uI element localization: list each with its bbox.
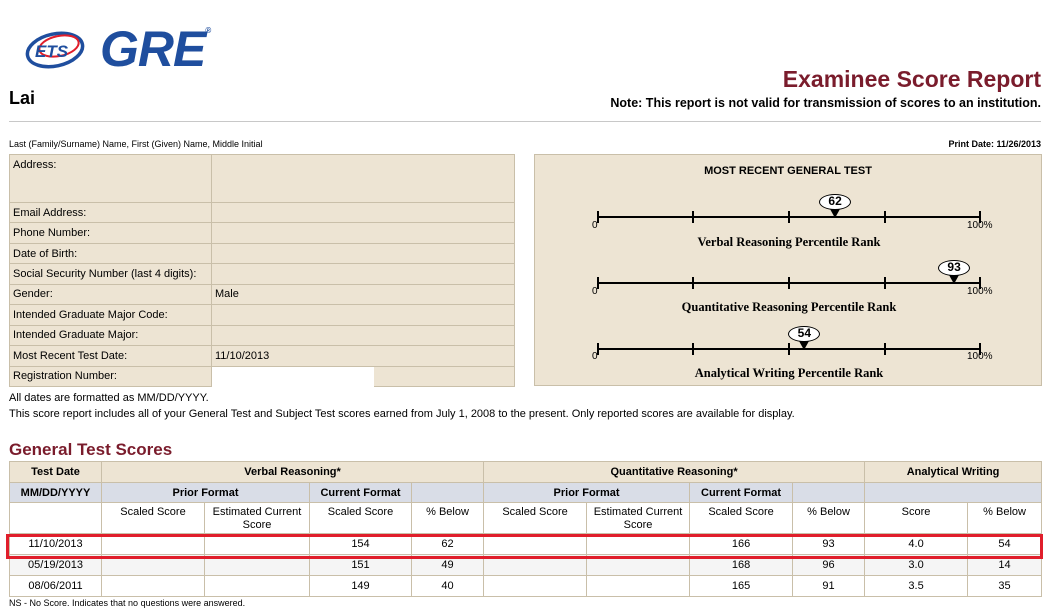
cell-v-scaled: 154 — [310, 534, 412, 555]
cell-v-pct: 62 — [412, 534, 484, 555]
scale-tick — [788, 343, 790, 355]
scale-min-label: 0 — [592, 351, 598, 362]
score-scope-note: This score report includes all of your General Test and Subject Test scores earned from July 1, 2008 to the present. Only reported scores are available for display. — [9, 408, 795, 420]
cell-v-scaled: 151 — [310, 555, 412, 576]
header-q-pct-below: % Below — [793, 503, 865, 534]
gre-logo — [100, 20, 210, 78]
info-value: Male — [212, 284, 515, 304]
cell-q-prior — [484, 576, 587, 597]
header-q-prior-scaled: Scaled Score — [484, 503, 587, 534]
header-quant-prior: Prior Format — [484, 483, 690, 503]
examinee-info-table — [9, 154, 515, 387]
scale-tick — [884, 277, 886, 289]
ns-footnote: NS - No Score. Indicates that no questions were answered. — [9, 598, 246, 608]
gre-logo-text: GRE — [100, 21, 206, 77]
cell-w-score: 4.0 — [865, 534, 968, 555]
header-quant: Quantitative Reasoning* — [484, 462, 865, 483]
redacted-registration-number — [212, 367, 374, 387]
cell-q-scaled: 166 — [690, 534, 793, 555]
header-verbal-prior: Prior Format — [102, 483, 310, 503]
info-value — [212, 223, 515, 243]
info-value — [212, 203, 515, 223]
header-v-estimated: Estimated Current Score — [205, 503, 310, 534]
ets-logo — [25, 30, 87, 70]
cell-v-scaled: 149 — [310, 576, 412, 597]
info-label: Email Address: — [10, 203, 212, 223]
cell-q-est — [587, 576, 690, 597]
info-value — [212, 325, 515, 345]
cell-v-prior — [102, 576, 205, 597]
cell-v-est — [205, 555, 310, 576]
cell-w-pct: 14 — [968, 555, 1042, 576]
verbal-rank-label: Verbal Reasoning Percentile Rank — [697, 235, 881, 249]
info-row — [10, 243, 515, 263]
header-writing: Analytical Writing — [865, 462, 1042, 483]
info-label: Intended Graduate Major Code: — [10, 305, 212, 325]
verbal-rank-bubble: 62 — [819, 194, 851, 210]
writing-rank-bubble: 54 — [788, 326, 820, 342]
ets-logo-text: ETS — [35, 42, 69, 61]
info-value — [212, 243, 515, 263]
cell-date: 08/06/2011 — [10, 576, 102, 597]
verbal-scale — [597, 211, 981, 223]
cell-q-pct: 91 — [793, 576, 865, 597]
quant-rank-label: Quantitative Reasoning Percentile Rank — [681, 300, 897, 314]
quant-rank-pointer — [949, 275, 959, 284]
general-test-scores-table — [9, 461, 1042, 597]
score-row — [10, 576, 1042, 597]
header-blank — [793, 483, 865, 503]
info-label: Registration Number: — [10, 366, 212, 387]
date-format-note: All dates are formatted as MM/DD/YYYY. — [9, 392, 209, 404]
cell-q-est — [587, 534, 690, 555]
scale-tick — [788, 277, 790, 289]
cell-q-scaled: 165 — [690, 576, 793, 597]
cell-v-pct: 49 — [412, 555, 484, 576]
info-label: Phone Number: — [10, 223, 212, 243]
general-test-scores-title: General Test Scores — [9, 440, 173, 459]
scale-tick — [692, 343, 694, 355]
info-row — [10, 346, 515, 366]
header-test-date: Test Date — [10, 462, 102, 483]
header-blank — [865, 483, 1042, 503]
header-row-sections — [10, 462, 1042, 483]
info-row — [10, 223, 515, 243]
info-label: Address: — [10, 155, 212, 203]
header-quant-current: Current Format — [690, 483, 793, 503]
scale-tick — [884, 343, 886, 355]
header-verbal-current: Current Format — [310, 483, 412, 503]
info-label: Most Recent Test Date: — [10, 346, 212, 366]
scale-min-label: 0 — [592, 220, 598, 231]
print-date: Print Date: 11/26/2013 — [948, 139, 1041, 149]
scale-min-label: 0 — [592, 286, 598, 297]
score-row — [10, 555, 1042, 576]
info-label: Date of Birth: — [10, 243, 212, 263]
writing-rank-pointer — [799, 341, 809, 350]
info-value — [212, 155, 515, 203]
cell-q-pct: 93 — [793, 534, 865, 555]
writing-scale — [597, 343, 981, 355]
header-verbal: Verbal Reasoning* — [102, 462, 484, 483]
info-value — [212, 305, 515, 325]
header-q-scaled: Scaled Score — [690, 503, 793, 534]
cell-w-score: 3.5 — [865, 576, 968, 597]
header-w-score: Score — [865, 503, 968, 534]
cell-v-pct: 40 — [412, 576, 484, 597]
cell-q-est — [587, 555, 690, 576]
percentile-panel — [534, 154, 1042, 386]
cell-v-est — [205, 534, 310, 555]
cell-q-pct: 96 — [793, 555, 865, 576]
cell-v-prior — [102, 555, 205, 576]
header-row-formats — [10, 483, 1042, 503]
header-v-scaled: Scaled Score — [310, 503, 412, 534]
report-title: Examinee Score Report — [782, 66, 1041, 92]
scale-tick — [692, 277, 694, 289]
scale-tick — [788, 211, 790, 223]
report-note: Note: This report is not valid for transmission of scores to an institution. — [610, 96, 1041, 110]
info-label: Social Security Number (last 4 digits): — [10, 264, 212, 284]
quant-rank-bubble: 93 — [938, 260, 970, 276]
header-row-columns — [10, 503, 1042, 534]
info-row — [10, 305, 515, 325]
cell-w-pct: 54 — [968, 534, 1042, 555]
cell-q-prior — [484, 555, 587, 576]
scale-tick — [884, 211, 886, 223]
header-v-prior-scaled: Scaled Score — [102, 503, 205, 534]
info-value: 11/10/2013 — [212, 346, 515, 366]
cell-date: 11/10/2013 — [10, 534, 102, 555]
cell-v-est — [205, 576, 310, 597]
cell-date: 05/19/2013 — [10, 555, 102, 576]
cell-q-prior — [484, 534, 587, 555]
scale-max-label: 100% — [967, 286, 993, 297]
verbal-rank-pointer — [830, 209, 840, 218]
info-label: Intended Graduate Major: — [10, 325, 212, 345]
quant-scale — [597, 277, 981, 289]
scale-max-label: 100% — [967, 220, 993, 231]
info-row — [10, 203, 515, 223]
examinee-name: Lai — [9, 88, 36, 108]
cell-w-score: 3.0 — [865, 555, 968, 576]
writing-rank-label: Analytical Writing Percentile Rank — [694, 366, 884, 380]
header-date-format: MM/DD/YYYY — [10, 483, 102, 503]
info-value — [212, 264, 515, 284]
trademark-mark: ® — [205, 26, 211, 35]
report-notes — [9, 390, 795, 422]
score-row — [10, 534, 1042, 555]
header-w-pct-below: % Below — [968, 503, 1042, 534]
panel-title: MOST RECENT GENERAL TEST — [704, 165, 872, 177]
scale-tick — [692, 211, 694, 223]
info-row — [10, 284, 515, 304]
info-row — [10, 264, 515, 284]
info-label: Gender: — [10, 284, 212, 304]
info-row — [10, 325, 515, 345]
cell-w-pct: 35 — [968, 576, 1042, 597]
header-blank — [412, 483, 484, 503]
header-blank — [10, 503, 102, 534]
cell-q-scaled: 168 — [690, 555, 793, 576]
header-v-pct-below: % Below — [412, 503, 484, 534]
header-q-estimated: Estimated Current Score — [587, 503, 690, 534]
header-divider — [9, 121, 1041, 122]
scale-max-label: 100% — [967, 351, 993, 362]
name-caption: Last (Family/Surname) Name, First (Given) Name, Middle Initial — [9, 139, 263, 149]
info-row — [10, 155, 515, 203]
cell-v-prior — [102, 534, 205, 555]
